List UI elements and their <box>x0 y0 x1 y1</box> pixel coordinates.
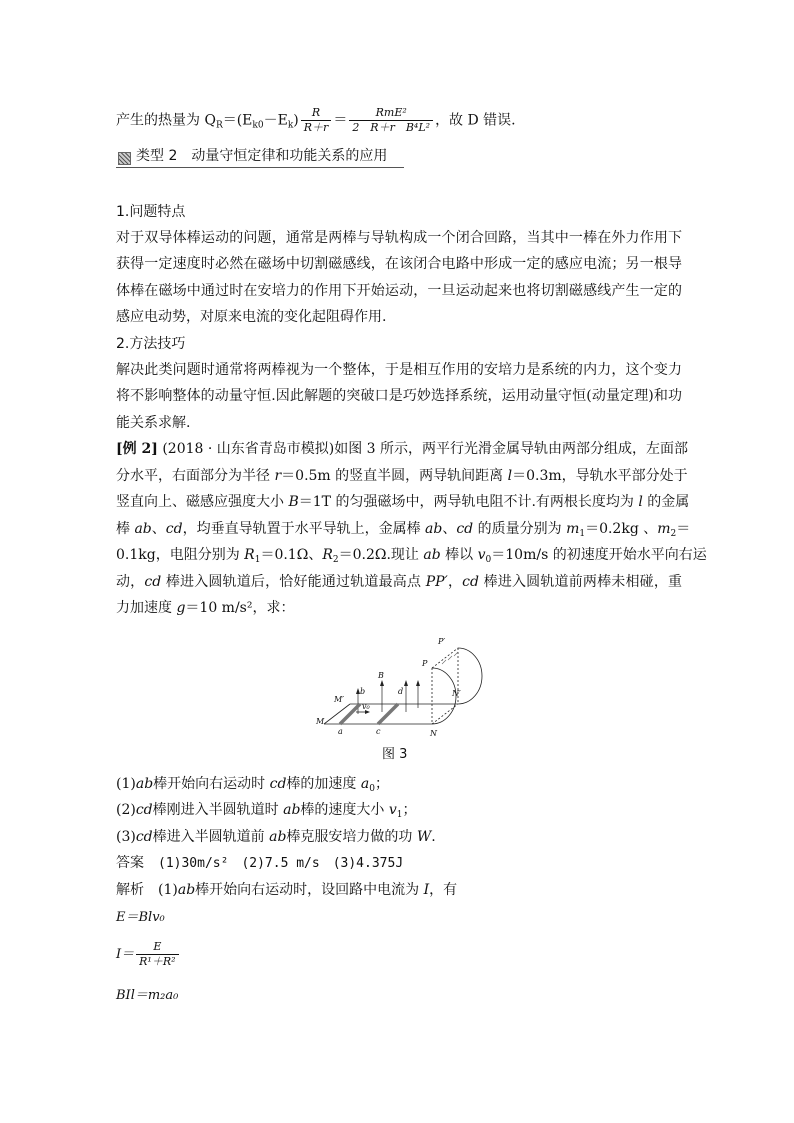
fraction: $\frac{\text{RmE²}}{\text{2 R＋r B⁴L²}}$ <box>349 106 433 135</box>
paragraph-line: 将不影响整体的动量守恒.因此解题的突破口是巧妙选择系统，运用动量守恒(动量定理)和功 <box>116 388 682 404</box>
example-line-6: 动，cd 棒进入圆轨道后，恰好能通过轨道最高点 PP′，cd 棒进入圆轨道前两棒未相碰，重 <box>116 574 683 590</box>
analysis-line: 解析 (1)ab棒开始向右运动时，设回路中电流为 I，有 <box>116 882 458 898</box>
semicircle-back <box>458 648 482 704</box>
label-p-prime: P′ <box>438 637 446 646</box>
example-line-4: 棒 ab、cd，均垂直导轨置于水平导轨上，金属棒 ab、cd 的质量分别为 $m_1=0.2kg$ 、$m_2=$ <box>116 521 691 539</box>
label-v0: v₀ <box>362 702 370 711</box>
question-2: (2)cd棒刚进入半圆轨道时 ab棒的速度大小 $v_1$； <box>116 802 417 820</box>
paragraph-line: 获得一定速度时必然在磁场中切割磁感线，在该闭合电路中形成一定的感应电流；另一根导 <box>116 256 682 272</box>
section-divider <box>116 167 404 168</box>
example-line-7: 力加速度 g＝10 m/s²，求： <box>116 600 295 616</box>
paragraph-line: 体棒在磁场中通过时在安培力的作用下开始运动，一旦运动起来也将切割磁感线产生一定的 <box>116 283 682 299</box>
example-line-1: [例 2] (2018 · 山东省青岛市模拟)如图 3 所示，两平行光滑金属导轨由两部分组成，左面部 <box>116 441 689 457</box>
heat-formula-line: 产生的热量为 $Q_R=(E_{k0}-E_k)$ $\frac{R}{R+r}$ ＝ $\frac{\text{RmE²}}{\text{2 R＋r B⁴L²}}$ ，故 D 错误. <box>116 106 516 134</box>
section-marker-icon <box>118 152 131 165</box>
label-c: c <box>376 727 381 736</box>
label-b: b <box>360 687 366 696</box>
label-a: a <box>338 727 343 736</box>
question-3: (3)cd棒进入半圆轨道前 ab棒克服安培力做的功 W. <box>116 829 436 845</box>
paragraph-line: 能关系求解. <box>116 415 191 431</box>
heading-methods: 2.方法技巧 <box>116 336 186 352</box>
fraction: $\frac{E}{\text{R¹＋R²}}$ <box>136 940 178 969</box>
label-n-prime: N′ <box>452 689 461 698</box>
example-line-3: 竖直向上、磁感应强度大小 B＝1T 的匀强磁场中，两导轨电阻不计.有两根长度均为 l 的金属 <box>116 494 690 510</box>
example-line-2: 分水平，右面部分为半径 r＝0.5m 的竖直半圆，两导轨间距离 l＝0.3m，导轨水平部分处于 <box>116 468 688 484</box>
heading-features: 1.问题特点 <box>116 204 186 220</box>
label-m-prime: M′ <box>334 695 345 704</box>
paragraph-line: 对于双导体棒运动的问题，通常是两棒与导轨构成一个闭合回路，当其中一棒在外力作用下 <box>116 230 682 246</box>
example-line-5: 0.1kg，电阻分别为 $R_1=0.1\Omega$、$R_2=0.2\Omega$.现让 ab 棒以 $v_0=10m/s$ 的初速度开始水平向右运 <box>116 547 707 565</box>
label-d: d <box>398 687 404 696</box>
section-heading: 类型 2 动量守恒定律和功能关系的应用 <box>116 146 406 168</box>
equation-force: BIl＝m₂a₀ <box>116 988 179 1003</box>
figure-caption: 图 3 <box>382 747 408 762</box>
paragraph-line: 解决此类问题时通常将两棒视为一个整体，于是相互作用的安培力是系统的内力，这个变力 <box>116 362 682 378</box>
label-p: P <box>422 659 428 668</box>
answer-line: 答案 (1)30m/s² (2)7.5 m/s (3)4.375J <box>116 855 404 871</box>
fraction: $\frac{R}{R+r}$ <box>301 106 332 135</box>
paragraph-line: 感应电动势，对原来电流的变化起阻碍作用. <box>116 309 387 325</box>
rail-diagram <box>310 632 485 744</box>
equation-current: I＝ $\frac{E}{\text{R¹＋R²}}$ <box>116 940 682 969</box>
label-n: N <box>430 729 437 738</box>
equation-emf: E＝Blv₀ <box>116 910 165 925</box>
label-b-field: B <box>378 671 384 680</box>
label-m: M <box>316 717 325 726</box>
question-1: (1)ab棒开始向右运动时 cd棒的加速度 $a_0$； <box>116 776 389 794</box>
